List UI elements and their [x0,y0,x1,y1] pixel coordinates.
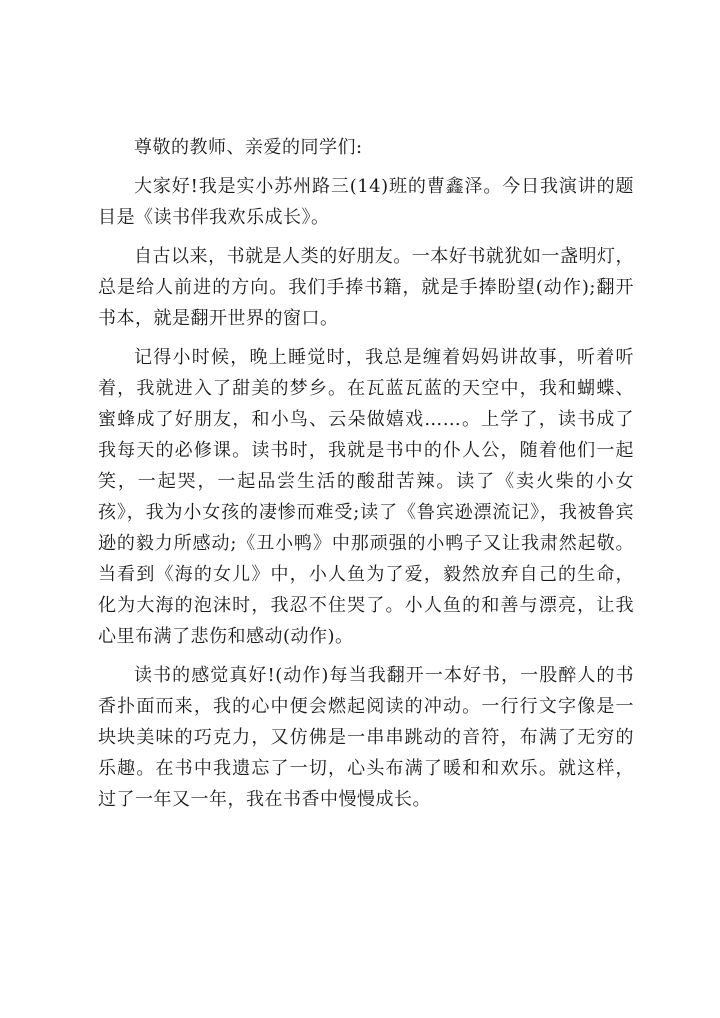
memory-paragraph: 记得小时候，晚上睡觉时，我总是缠着妈妈讲故事，听着听着，我就进入了甜美的梦乡。在瓦蓝瓦蓝的天空中，我和蝴蝶、蜜蜂成了好朋友，和小鸟、云朵做嬉戏……。上学了，读书成了我每天的必修课。读书时，我就是书中的仆人公，随着他们一起笑，一起哭，一起品尝生活的酸甜苦辣。读了《卖火柴的小女孩》，我为小女孩的凄惨而难受;读了《鲁宾逊漂流记》，我被鲁宾逊的毅力所感动;《丑小鸭》中那顽强的小鸭子又让我肃然起敬。当看到《海的女儿》中，小人鱼为了爱，毅然放弃自己的生命，化为大海的泡沫时，我忍不住哭了。小人鱼的和善与漂亮，让我心里布满了悲伤和感动(动作)。 [98,347,634,647]
speech-body [98,132,634,823]
intro-paragraph: 自古以来，书就是人类的好朋友。一本好书就犹如一盏明灯，总是给人前进的方向。我们手捧书籍，就是手捧盼望(动作);翻开书本，就是翻开世界的窗口。 [98,246,634,329]
salutation-paragraph: 尊敬的教师、亲爱的同学们: [134,137,363,158]
reading-feeling-paragraph: 读书的感觉真好!(动作)每当我翻开一本好书，一股醉人的书香扑面而来，我的心中便会燃起阅读的冲动。一行行文字像是一块块美味的巧克力，又仿佛是一串串跳动的音符，布满了无穷的乐趣。在书中我遗忘了一切，心头布满了暖和和欢乐。就这样，过了一年又一年，我在书香中慢慢成长。 [98,665,634,810]
greeting-paragraph: 大家好!我是实小苏州路三(14)班的曹鑫泽。今日我演讲的题目是《读书伴我欢乐成长》。 [98,176,634,228]
